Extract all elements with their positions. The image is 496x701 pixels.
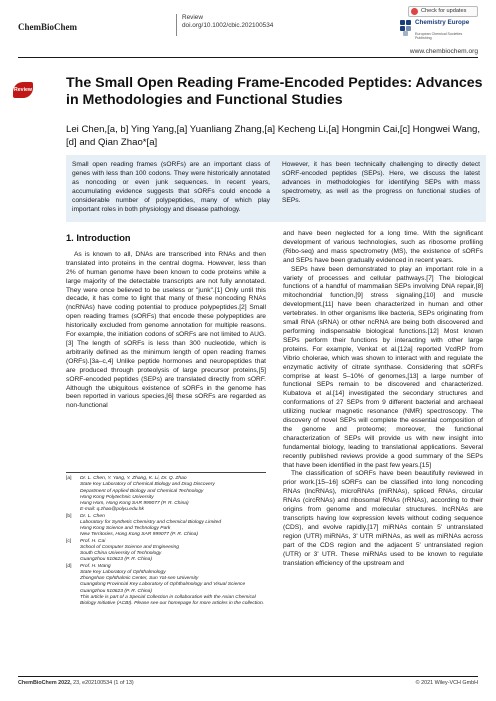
article-title: The Small Open Reading Frame-Encoded Peptides: Advances in Methodologies and Functional Studies bbox=[66, 75, 483, 108]
body-paragraph: The classification of sORFs have been beautifully reviewed in prior work.[15–16] sORFs can be classified into long noncoding RNAs (lncRNAs), microRNAs (miRNAs), spliced RNAs, circular RNAs (circRNAs) and ribosomal RNAs (rRNAs), according to their origins from genome and molecular structures. lncRNAs are transcripts having low expression levels without coding sequence (CDS), and evolve rapidly.[17] miRNAs contain 5' untranslated region (UTR) miRNAs, 3' UTR miRNAs, as well as miRNAs across part of the CDS region and the adjacent 5' untranslated region (UTR) or 3' UTR. These miRNAs used to be known to regulate translation efficiency of the upstream and bbox=[283, 470, 483, 567]
affiliation-item bbox=[66, 564, 266, 595]
section-heading-introduction: 1. Introduction bbox=[66, 233, 131, 243]
affiliation-tag bbox=[66, 595, 80, 608]
author-list: Lei Chen,[a, b] Ying Yang,[a] Yuanliang Zhang,[a] Kecheng Li,[a] Hongmin Cai,[c] Hongwei Wang,[d] and Qian Zhao*[a] bbox=[66, 124, 481, 148]
abstract-right: However, it has been technically challenging to directly detect sORF-encoded peptides (SEPs). Here, we discuss the latest advances in methodologies for identifying SEPs with mass spectrometry, as well as the progress on functional studies of SEPs. bbox=[282, 161, 480, 204]
article-type-block bbox=[182, 14, 273, 30]
abstract-box bbox=[66, 155, 486, 222]
footer-volume-pages: 23, e202100534 (1 of 13) bbox=[73, 680, 134, 686]
affiliation-text: Prof. H. Wang State Key Laboratory of Ophthalmology Zhongshan Ophthalmic Center, Sun Yat-sen University Guangdong Provincial Key Laboratory of Ophthalmology and Visual Science Guangzhou 510623 (P. R. China) bbox=[80, 563, 246, 594]
crossmark-icon bbox=[411, 8, 418, 15]
body-column-right bbox=[283, 230, 483, 568]
affiliation-tag: [a] bbox=[66, 476, 72, 481]
body-column-left bbox=[66, 232, 266, 411]
affiliation-text: This article is part of a Special Collection in collaboration with the Asian Chemical Biology Initiative (ACBI). Please see our homepage for more articles in the collection. bbox=[80, 594, 265, 606]
chemistry-europe-mark-icon bbox=[400, 20, 412, 35]
check-updates-label: Check for updates bbox=[421, 8, 467, 14]
body-paragraph: and have been neglected for a long time. With the significant development of various technologies, such as ribosome profiling (Ribo-seq) and mass spectrometry (MS), the existence of sORFs and SEPs have been gradually evidenced in recent years. bbox=[283, 230, 483, 264]
affiliation-tag: [b] bbox=[66, 513, 72, 519]
header-rule bbox=[18, 57, 478, 58]
check-updates-button[interactable] bbox=[408, 6, 478, 17]
footer-journal-year: ChemBioChem 2022, bbox=[18, 680, 72, 686]
affiliation-text: Prof. H. Cai School of Computer Science and Engineering South China University of Technology Guangzhou 510623 (P. R. China) bbox=[80, 538, 179, 563]
website-link[interactable]: www.chembiochem.org bbox=[409, 48, 478, 55]
affiliations bbox=[66, 472, 266, 607]
affiliation-item bbox=[66, 595, 266, 608]
doi-link[interactable]: doi.org/10.1002/cbic.202100534 bbox=[182, 22, 274, 29]
affiliation-item bbox=[66, 514, 266, 539]
page-header bbox=[18, 10, 478, 40]
affiliation-item bbox=[66, 539, 266, 564]
chemistry-europe-logo bbox=[400, 19, 478, 41]
body-paragraph: As is known to all, DNAs are transcribed into RNAs and then translated into proteins in the central dogma. However, less than 2% of human genome have been known to code proteins while a large majority of the detectable transcripts are not fully annotated. They were once believed to be useless or "junk".[1] Only until this decade, it has come to light that many of these noncoding RNAs (ncRNAs) have coding potential to produce polypeptides.[2] Small open reading frames (sORFs) that encode these polypeptides are historically excluded from genome annotation for multiple reasons. For example, the initiation codons of sORFs are not limited to AUG.[3] The length of sORFs is less than 300 nucleotide, which is arbitrarily defined as the minimum length of open reading frames (ORFs).[3a–c,4] Unlike peptide hormones and neuropeptides that are produced through proteolysis of large precursor proteins,[5] sORF-encoded peptides (SEPs) are translated directly from sORF. Although the ubiquitous existence of sORFs in the genome has been reported in various species,[6] these sORFs are regarded as non-functional bbox=[66, 250, 266, 410]
affiliation-list bbox=[66, 476, 266, 607]
review-badge-icon: Review bbox=[13, 82, 33, 98]
footer-rule bbox=[18, 676, 478, 677]
affiliation-item bbox=[66, 476, 266, 514]
footer-copyright: © 2021 Wiley-VCH GmbH bbox=[415, 680, 478, 686]
review-label: Review bbox=[182, 14, 203, 21]
abstract-left: Small open reading frames (sORFs) are an important class of genes with less than 100 codons. They were historically annotated as noncoding or even junk sequences. In recent years, accumulating evidence suggests that sORFs could encode a considerable number of polypeptides, many of which play important roles in both physiology and disease pathology. bbox=[72, 161, 270, 213]
society-name: Chemistry Europe bbox=[415, 19, 470, 26]
footer-citation bbox=[18, 680, 134, 686]
society-subtitle: European Chemical Societies Publishing bbox=[415, 32, 463, 40]
affiliation-tag: [d] bbox=[66, 563, 72, 569]
body-paragraph: SEPs have been demonstrated to play an important role in a variety of processes and cellular pathways.[7] The biological functions of a handful of mammalian SEPs involving DNA repair,[8] mitochondrial function,[9] stress signaling,[10] and muscle development,[11] have been characterized in human and other vertebrates. In other organisms like bacteria, SEPs originating from small RNA (sRNA) or other ncRNA are being both discovered and performing indispensable biological functions.[12] Most known SEPs perform their functions by interacting with other large proteins. For example, Venkat et al.[12a] reported VcdRP from Vibrio cholerae, which was shown to interact with and regulate the enzymatic activity of citrate synthase. Considering that sORFs comprise at least 5–10% of genomes,[13] a large number of functional SEPs remain to be discovered and characterized. Kubatova et al.[14] investigated the secondary structures and conformations of 27 SEPs from 9 different bacterial and archaeal utilizing nuclear magnetic resonance (NMR) spectroscopy. The discovery of novel SEPs will complete the essential composition of the genome and proteome; moreover, the functional characterization of SEPs will provide us with new insight into fundamental biology, leading to translational applications. Several recently published reviews provide a good summary of the SEPs that have been identified in the past few years.[15] bbox=[283, 265, 483, 469]
affiliations-rule bbox=[66, 472, 266, 473]
journal-name: ChemBioChem bbox=[18, 22, 77, 32]
header-divider bbox=[176, 14, 177, 36]
affiliation-tag: [c] bbox=[66, 538, 72, 544]
affiliation-text: Dr. L. Chen Laboratory for Synthetic Chemistry and Chemical Biology Limited Hong Kong Science and Technology Park New Territories, Hong Kong SAR 999077 (P. R. China) bbox=[80, 513, 222, 538]
affiliation-text: Dr. L. Chen, Y. Yang, Y. Zhang, K. Li, Dr. Q. Zhao State Key Laboratory of Chemical Biology and Drug Discovery Department of Applied Biology and Chemical Technology Hong Kong Polytechnic University Hung Hom, Hong Kong SAR 999077 (P. R. China) E-mail: q.zhao@polyu.edu.hk bbox=[80, 476, 215, 513]
